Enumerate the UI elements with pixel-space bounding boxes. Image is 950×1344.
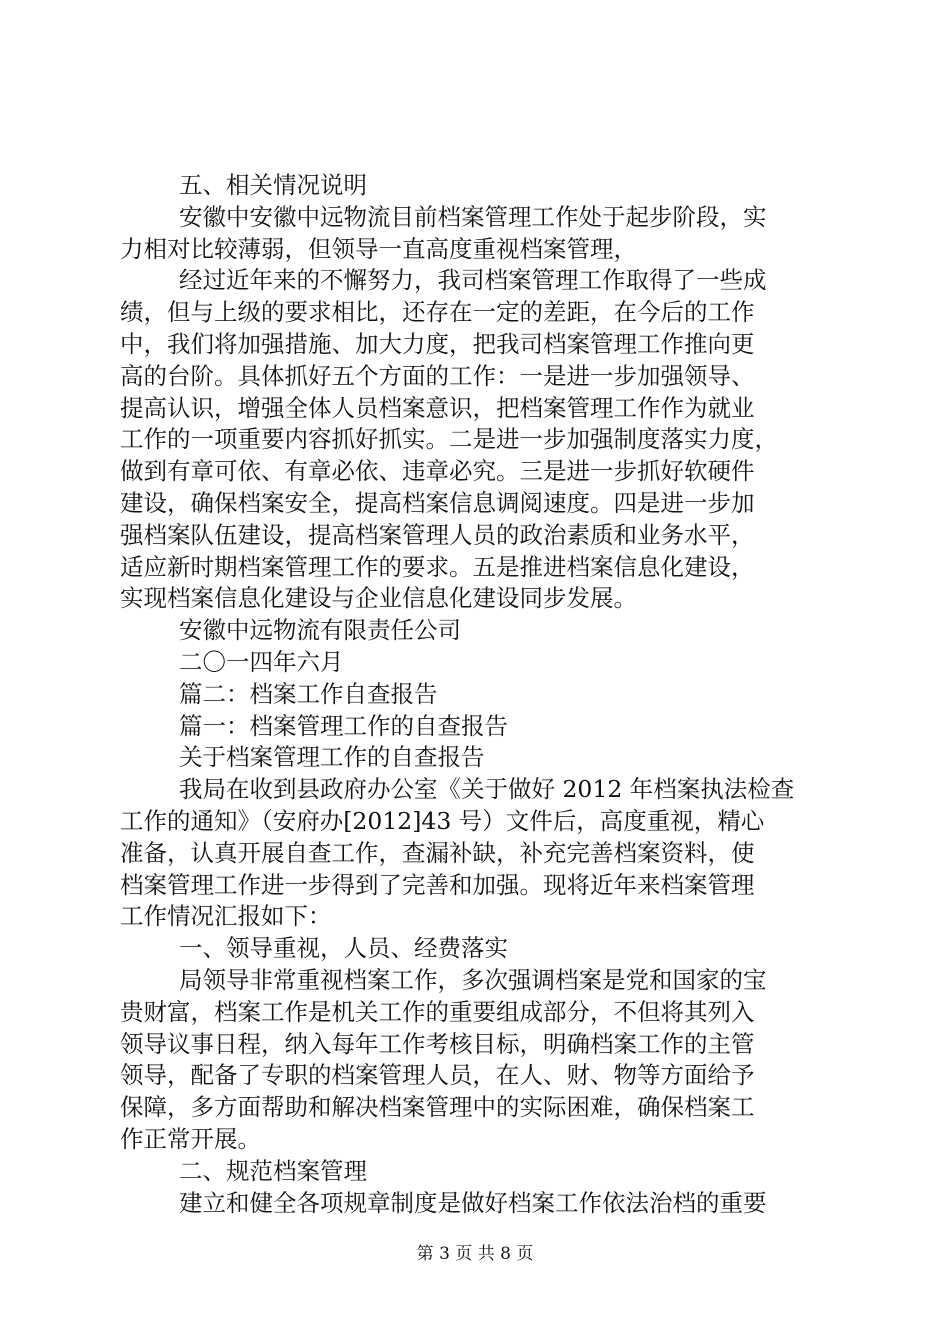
text-line: 力相对比较薄弱，但领导一直高度重视档案管理， [120,234,637,263]
text-line: 经过近年来的不懈努力，我司档案管理工作取得了一些成 [179,266,767,295]
text-line: 建设，确保档案安全，提高档案信息调阅速度。四是进一步加 [120,488,755,517]
text-line: 准备，认真开展自查工作，查漏补缺，补充完善档案资料，使 [120,838,755,867]
text-line: 五、相关情况说明 [179,171,367,199]
text-line: 做到有章可依、有章必依、违章必究。三是进一步抓好软硬件 [120,457,755,486]
text-line: 安徽中安徽中远物流目前档案管理工作处于起步阶段，实 [179,202,767,231]
page-footer: 第 3 页 共 8 页 [416,1244,534,1264]
text-line: 工作的通知》（安府办[2012]43 号）文件后，高度重视，精心 [120,806,765,835]
text-line: 二〇一四年六月 [179,647,344,676]
text-line: 档案管理工作进一步得到了完善和加强。现将近年来档案管理 [120,870,755,899]
text-line: 篇二：档案工作自查报告 [179,679,438,708]
text-line: 实现档案信息化建设与企业信息化建设同步发展。 [120,584,637,613]
document-body [120,170,832,1219]
text-line: 绩，但与上级的要求相比，还存在一定的差距，在今后的工作 [120,298,755,327]
text-line: 工作的一项重要内容抓好抓实。二是进一步加强制度落实力度， [120,425,778,454]
text-line: 关于档案管理工作的自查报告 [179,743,485,772]
text-line: 强档案队伍建设，提高档案管理人员的政治素质和业务水平， [120,520,755,549]
text-line: 贵财富，档案工作是机关工作的重要组成部分，不但将其列入 [120,997,755,1026]
text-line: 提高认识，增强全体人员档案意识，把档案管理工作作为就业 [120,393,755,422]
text-line: 高的台阶。具体抓好五个方面的工作：一是进一步加强领导、 [120,361,755,390]
text-line: 我局在收到县政府办公室《关于做好 2012 年档案执法检查 [179,775,795,804]
text-line: 一、领导重视，人员、经费落实 [179,934,508,963]
text-line: 二、规范档案管理 [179,1156,367,1185]
text-line: 领导议事日程，纳入每年工作考核目标，明确档案工作的主管 [120,1029,755,1058]
text-line: 中，我们将加强措施、加大力度，把我司档案管理工作推向更 [120,329,755,358]
text-line: 安徽中远物流有限责任公司 [179,616,461,645]
text-line: 工作情况汇报如下： [120,902,332,931]
text-line: 篇一：档案管理工作的自查报告 [179,711,508,740]
text-line: 作正常开展。 [120,1124,261,1153]
text-line: 领导，配备了专职的档案管理人员，在人、财、物等方面给予 [120,1061,755,1090]
text-line: 保障，多方面帮助和解决档案管理中的实际困难，确保档案工 [120,1093,755,1122]
text-line: 适应新时期档案管理工作的要求。五是推进档案信息化建设， [120,552,755,581]
text-line: 局领导非常重视档案工作，多次强调档案是党和国家的宝 [179,965,767,994]
text-line: 建立和健全各项规章制度是做好档案工作依法治档的重要 [179,1188,767,1217]
